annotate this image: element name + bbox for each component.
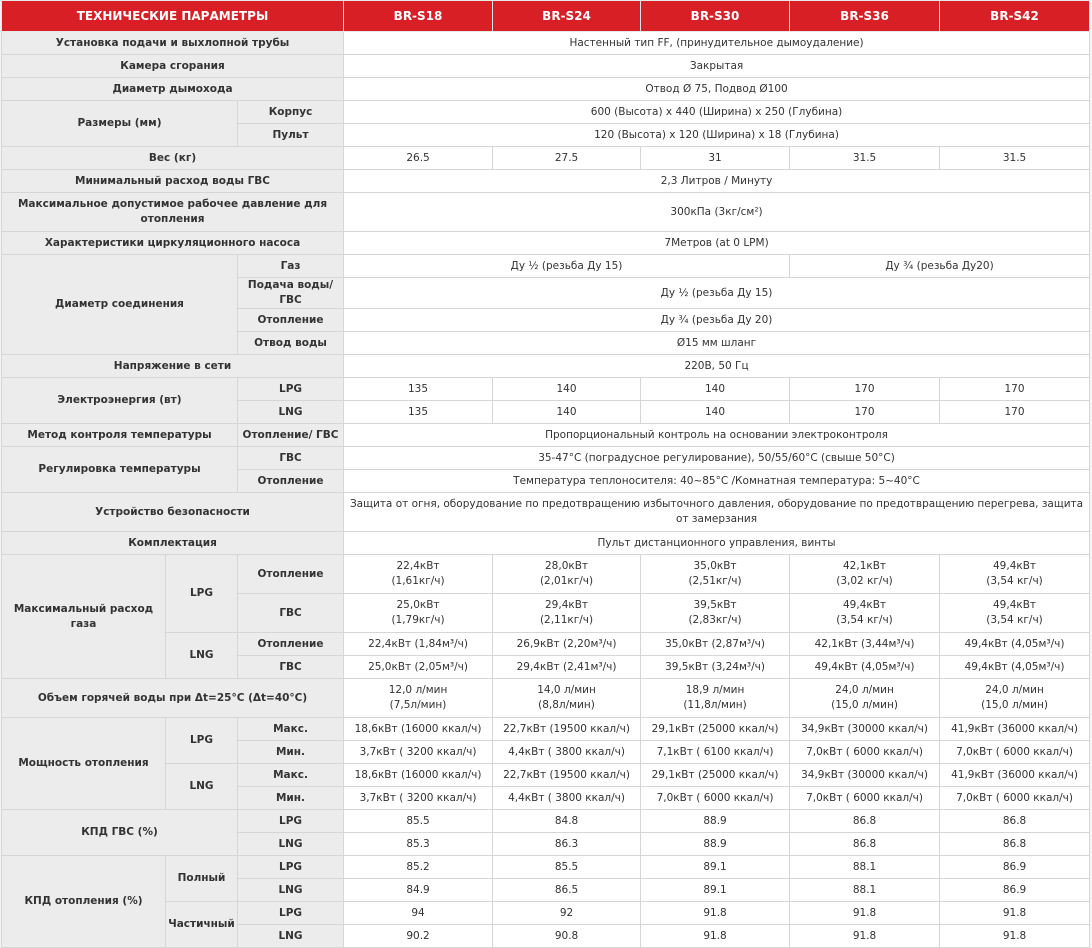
cell-value: 18,6кВт (16000 ккал/ч) [344, 718, 493, 741]
sub-label: Отопление [238, 470, 344, 493]
cell-line: 12,0 л/мин [388, 684, 448, 696]
cell-line: 49,4кВт [993, 560, 1037, 572]
table-row [2, 255, 1090, 278]
cell-value: 140 [493, 401, 641, 424]
cell-value: 7,0кВт ( 6000 ккал/ч) [940, 787, 1090, 810]
cell-value: 49,4кВт (4,05м³/ч) [940, 633, 1090, 656]
cell-value: 25,0кВт (2,05м³/ч) [344, 656, 493, 679]
cell-value: 42,1кВт (3,44м³/ч) [790, 633, 940, 656]
cell-line: 49,4кВт [843, 599, 887, 611]
cell-line: (11,8л/мин) [683, 699, 747, 711]
cell-value: 300кПа (3кг/см²) [344, 193, 1090, 232]
cell-value: 3,7кВт ( 3200 ккал/ч) [344, 741, 493, 764]
cell-value: 135 [344, 378, 493, 401]
cell-value: 140 [493, 378, 641, 401]
cell-value [344, 594, 493, 633]
cell-line: 39,5кВт [693, 599, 737, 611]
row-label: Объем горячей воды при Δt=25°C (Δt=40°C) [2, 679, 344, 718]
sub-label: Отопление/ ГВС [238, 424, 344, 447]
cell-value: 31.5 [940, 147, 1090, 170]
spec-table [1, 0, 1090, 948]
cell-value: 86.9 [940, 879, 1090, 902]
cell-value: Отвод Ø 75, Подвод Ø100 [344, 78, 1090, 101]
sub-label: LPG [238, 902, 344, 925]
sub-label: Макс. [238, 764, 344, 787]
cell-line: 25,0кВт [396, 599, 440, 611]
table-row [2, 718, 1090, 741]
cell-value: 7,0кВт ( 6000 ккал/ч) [641, 787, 790, 810]
cell-line: (7,5л/мин) [389, 699, 447, 711]
cell-value [493, 594, 641, 633]
cell-value [493, 679, 641, 718]
table-row [2, 147, 1090, 170]
cell-value [790, 679, 940, 718]
mode-label: Частичный [166, 902, 238, 948]
cell-value: 140 [641, 401, 790, 424]
cell-value: 85.2 [344, 856, 493, 879]
cell-line: (8,8л/мин) [538, 699, 595, 711]
table-row [2, 856, 1090, 879]
row-label: Камера сгорания [2, 55, 344, 78]
row-label: Установка подачи и выхлопной трубы [2, 32, 344, 55]
cell-line: 35,0кВт [693, 560, 737, 572]
sub-label: LPG [238, 378, 344, 401]
cell-value: 29,4кВт (2,41м³/ч) [493, 656, 641, 679]
cell-value: 29,1кВт (25000 ккал/ч) [641, 764, 790, 787]
cell-value: 49,4кВт (4,05м³/ч) [940, 656, 1090, 679]
row-label: Характеристики циркуляционного насоса [2, 232, 344, 255]
cell-value: 4,4кВт ( 3800 ккал/ч) [493, 787, 641, 810]
cell-line: 24,0 л/мин [835, 684, 894, 696]
cell-line: 42,1кВт [843, 560, 887, 572]
table-row [2, 633, 1090, 656]
row-label: Регулировка температуры [2, 447, 238, 493]
cell-value: 86.8 [940, 810, 1090, 833]
cell-value: 91.8 [641, 902, 790, 925]
cell-line: 14,0 л/мин [537, 684, 596, 696]
cell-value [641, 679, 790, 718]
cell-line: (3,02 кг/ч) [836, 575, 893, 587]
table-row [2, 532, 1090, 555]
header-model: BR-S24 [493, 1, 641, 32]
cell-value: 35-47°C (поградусное регулирование), 50/55/60°C (свыше 50°C) [344, 447, 1090, 470]
cell-value: 170 [790, 401, 940, 424]
cell-value: 89.1 [641, 879, 790, 902]
cell-line: 28,0кВт [545, 560, 589, 572]
cell-value [344, 679, 493, 718]
cell-value: 22,7кВт (19500 ккал/ч) [493, 718, 641, 741]
cell-value: 34,9кВт (30000 ккал/ч) [790, 718, 940, 741]
table-row [2, 555, 1090, 594]
sub-label: ГВС [238, 447, 344, 470]
cell-value: 18,6кВт (16000 ккал/ч) [344, 764, 493, 787]
cell-value [940, 555, 1090, 594]
cell-value: Ду ¾ (резьба Ду 20) [344, 309, 1090, 332]
cell-value: Пропорциональный контроль на основании электроконтроля [344, 424, 1090, 447]
row-label: КПД ГВС (%) [2, 810, 238, 856]
cell-line: 49,4кВт [993, 599, 1037, 611]
cell-value: 3,7кВт ( 3200 ккал/ч) [344, 787, 493, 810]
cell-value: 85.5 [493, 856, 641, 879]
table-row [2, 32, 1090, 55]
sub-label: Макс. [238, 718, 344, 741]
cell-value: 26.5 [344, 147, 493, 170]
mode-label: Полный [166, 856, 238, 902]
cell-value: 89.1 [641, 856, 790, 879]
cell-value: 86.8 [790, 810, 940, 833]
cell-value: 170 [940, 378, 1090, 401]
cell-value [641, 594, 790, 633]
cell-value: 49,4кВт (4,05м³/ч) [790, 656, 940, 679]
sub-label: Газ [238, 255, 344, 278]
cell-value: 31 [641, 147, 790, 170]
row-label: Размеры (мм) [2, 101, 238, 147]
cell-value: 220В, 50 Гц [344, 355, 1090, 378]
header-model: BR-S36 [790, 1, 940, 32]
header-model: BR-S18 [344, 1, 493, 32]
cell-line: (3,54 кг/ч) [836, 614, 893, 626]
fuel-label: LPG [166, 718, 238, 764]
cell-line: 22,4кВт [396, 560, 440, 572]
sub-label: Мин. [238, 741, 344, 764]
row-label: Максимальное допустимое рабочее давление для отопления [2, 193, 344, 232]
header-row [2, 1, 1090, 32]
sub-label: ГВС [238, 594, 344, 633]
cell-value: 86.5 [493, 879, 641, 902]
cell-line: (3,54 кг/ч) [986, 575, 1043, 587]
cell-value: 600 (Высота) x 440 (Ширина) x 250 (Глубина) [344, 101, 1090, 124]
cell-value: 92 [493, 902, 641, 925]
table-row [2, 810, 1090, 833]
cell-value: 88.9 [641, 833, 790, 856]
cell-value: Температура теплоносителя: 40~85°C /Комнатная температура: 5~40°C [344, 470, 1090, 493]
row-label: Напряжение в сети [2, 355, 344, 378]
row-label: Мощность отопления [2, 718, 166, 810]
cell-value: 27.5 [493, 147, 641, 170]
sub-label: Отвод воды [238, 332, 344, 355]
row-label: Комплектация [2, 532, 344, 555]
cell-value: 22,4кВт (1,84м³/ч) [344, 633, 493, 656]
cell-value: 91.8 [641, 925, 790, 948]
cell-value: 91.8 [940, 902, 1090, 925]
cell-value: 84.9 [344, 879, 493, 902]
table-row [2, 764, 1090, 787]
cell-value: 22,7кВт (19500 ккал/ч) [493, 764, 641, 787]
cell-value: 39,5кВт (3,24м³/ч) [641, 656, 790, 679]
sub-label: Пульт [238, 124, 344, 147]
table-row [2, 170, 1090, 193]
cell-value: 90.2 [344, 925, 493, 948]
cell-value: Защита от огня, оборудование по предотвращению избыточного давления, оборудование по предотвращению перегрева, защита от замерзания [344, 493, 1090, 532]
cell-line: 24,0 л/мин [985, 684, 1044, 696]
cell-line: (2,83кг/ч) [688, 614, 742, 626]
sub-label: LNG [238, 401, 344, 424]
row-label: Электроэнергия (вт) [2, 378, 238, 424]
row-label: Минимальный расход воды ГВС [2, 170, 344, 193]
cell-value: 88.1 [790, 879, 940, 902]
table-row [2, 424, 1090, 447]
cell-value: 85.3 [344, 833, 493, 856]
cell-value: 35,0кВт (2,87м³/ч) [641, 633, 790, 656]
cell-value: 170 [940, 401, 1090, 424]
sub-label: ГВС [238, 656, 344, 679]
cell-value: 91.8 [940, 925, 1090, 948]
cell-value: 170 [790, 378, 940, 401]
cell-value: Закрытая [344, 55, 1090, 78]
cell-value: 41,9кВт (36000 ккал/ч) [940, 764, 1090, 787]
cell-value: Пульт дистанционного управления, винты [344, 532, 1090, 555]
sub-label: LPG [238, 856, 344, 879]
header-model: BR-S42 [940, 1, 1090, 32]
cell-value: Ду ½ (резьба Ду 15) [344, 278, 1090, 309]
cell-value: 140 [641, 378, 790, 401]
row-label: Вес (кг) [2, 147, 344, 170]
cell-value: 88.9 [641, 810, 790, 833]
sub-label: Корпус [238, 101, 344, 124]
cell-value: 7Метров (at 0 LPM) [344, 232, 1090, 255]
cell-value [344, 555, 493, 594]
row-label: Диаметр дымохода [2, 78, 344, 101]
cell-value: Ду ¾ (резьба Ду20) [790, 255, 1090, 278]
row-label: Метод контроля температуры [2, 424, 238, 447]
cell-value: 135 [344, 401, 493, 424]
cell-value [790, 594, 940, 633]
sub-label: LNG [238, 833, 344, 856]
header-params: ТЕХНИЧЕСКИЕ ПАРАМЕТРЫ [2, 1, 344, 32]
fuel-label: LNG [166, 764, 238, 810]
sub-label: LNG [238, 879, 344, 902]
table-row [2, 447, 1090, 470]
table-row [2, 232, 1090, 255]
table-row [2, 101, 1090, 124]
sub-label: LPG [238, 810, 344, 833]
cell-line: (15,0 л/мин) [831, 699, 898, 711]
cell-line: (2,11кг/ч) [539, 614, 594, 626]
row-label: Диаметр соединения [2, 255, 238, 355]
cell-value: 85.5 [344, 810, 493, 833]
table-row [2, 378, 1090, 401]
cell-value [641, 555, 790, 594]
sub-label: LNG [238, 925, 344, 948]
table-row [2, 902, 1090, 925]
table-row [2, 78, 1090, 101]
cell-value: 34,9кВт (30000 ккал/ч) [790, 764, 940, 787]
sub-label: Отопление [238, 633, 344, 656]
cell-line: (1,61кг/ч) [391, 575, 445, 587]
cell-value [940, 594, 1090, 633]
cell-value: 7,0кВт ( 6000 ккал/ч) [790, 787, 940, 810]
cell-value [940, 679, 1090, 718]
cell-value: 91.8 [790, 925, 940, 948]
sub-label: Отопление [238, 309, 344, 332]
cell-value: 84.8 [493, 810, 641, 833]
cell-line: (2,51кг/ч) [688, 575, 742, 587]
table-row [2, 355, 1090, 378]
cell-value: Настенный тип FF, (принудительное дымоудаление) [344, 32, 1090, 55]
cell-value: 7,0кВт ( 6000 ккал/ч) [940, 741, 1090, 764]
cell-value: Ø15 мм шланг [344, 332, 1090, 355]
cell-value: 91.8 [790, 902, 940, 925]
cell-value: 7,1кВт ( 6100 ккал/ч) [641, 741, 790, 764]
cell-value: 86.8 [940, 833, 1090, 856]
cell-value: 7,0кВт ( 6000 ккал/ч) [790, 741, 940, 764]
row-label: Максимальный расход газа [2, 555, 166, 679]
cell-value: 94 [344, 902, 493, 925]
cell-value: 120 (Высота) x 120 (Ширина) x 18 (Глубина) [344, 124, 1090, 147]
cell-value [493, 555, 641, 594]
cell-value: 86.3 [493, 833, 641, 856]
cell-line: 29,4кВт [545, 599, 589, 611]
table-row [2, 493, 1090, 532]
cell-line: (1,79кг/ч) [391, 614, 445, 626]
sub-label: Отопление [238, 555, 344, 594]
table-row [2, 55, 1090, 78]
fuel-label: LNG [166, 633, 238, 679]
fuel-label: LPG [166, 555, 238, 633]
cell-value: 86.8 [790, 833, 940, 856]
cell-line: (2,01кг/ч) [539, 575, 594, 587]
cell-value: 2,3 Литров / Минуту [344, 170, 1090, 193]
header-model: BR-S30 [641, 1, 790, 32]
cell-value [790, 555, 940, 594]
cell-value: 90.8 [493, 925, 641, 948]
table-row [2, 679, 1090, 718]
cell-value: 4,4кВт ( 3800 ккал/ч) [493, 741, 641, 764]
cell-value: 41,9кВт (36000 ккал/ч) [940, 718, 1090, 741]
row-label: Устройство безопасности [2, 493, 344, 532]
cell-value: 29,1кВт (25000 ккал/ч) [641, 718, 790, 741]
cell-line: (3,54 кг/ч) [986, 614, 1043, 626]
row-label: КПД отопления (%) [2, 856, 166, 948]
sub-label: Мин. [238, 787, 344, 810]
cell-line: (15,0 л/мин) [981, 699, 1048, 711]
cell-value: 86.9 [940, 856, 1090, 879]
cell-value: Ду ½ (резьба Ду 15) [344, 255, 790, 278]
cell-value: 26,9кВт (2,20м³/ч) [493, 633, 641, 656]
cell-value: 88.1 [790, 856, 940, 879]
cell-line: 18,9 л/мин [685, 684, 745, 696]
sub-label: Подача воды/ГВС [238, 278, 344, 309]
cell-value: 31.5 [790, 147, 940, 170]
table-row [2, 193, 1090, 232]
